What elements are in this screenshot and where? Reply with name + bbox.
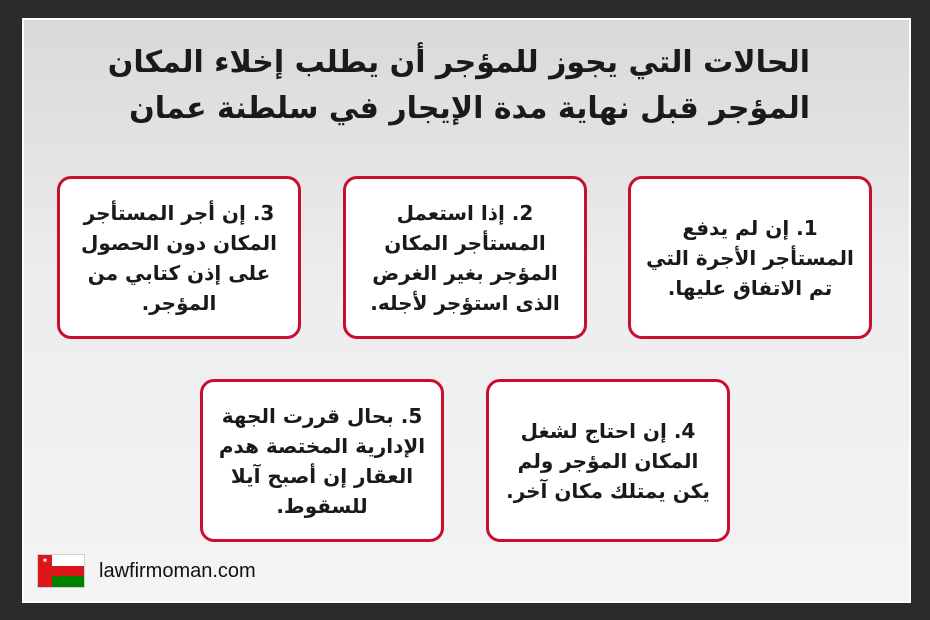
case-card-3 (57, 176, 301, 339)
brand-footer (37, 553, 256, 589)
case-card-1 (628, 176, 872, 339)
site-url[interactable]: lawfirmoman.com (99, 559, 256, 582)
case-card-2-text: 2. إذا استعمل المستأجر المكان المؤجر بغير الغرض الذى استؤجر لأجله. (370, 200, 560, 315)
case-card-4-text: 4. إن احتاج لشغل المكان المؤجر ولم يكن يمتلك مكان آخر. (506, 418, 710, 503)
case-card-5 (200, 379, 444, 542)
page-title: الحالات التي يجوز للمؤجر أن يطلب إخلاء المكان المؤجر قبل نهاية مدة الإيجار في سلطنة عمان (107, 45, 810, 126)
oman-flag-icon: ✶ (37, 554, 85, 588)
case-card-2 (343, 176, 587, 339)
case-card-3-text: 3. إن أجر المستأجر المكان دون الحصول على إذن كتابي من المؤجر. (80, 200, 278, 315)
case-card-4 (486, 379, 730, 542)
case-card-1-text: 1. إن لم يدفع المستأجر الأجرة التي تم الاتفاق عليها. (646, 215, 854, 300)
case-card-5-text: 5. بحال قررت الجهة الإدارية المختصة هدم العقار إن أصبح آيلا للسقوط. (218, 403, 426, 518)
